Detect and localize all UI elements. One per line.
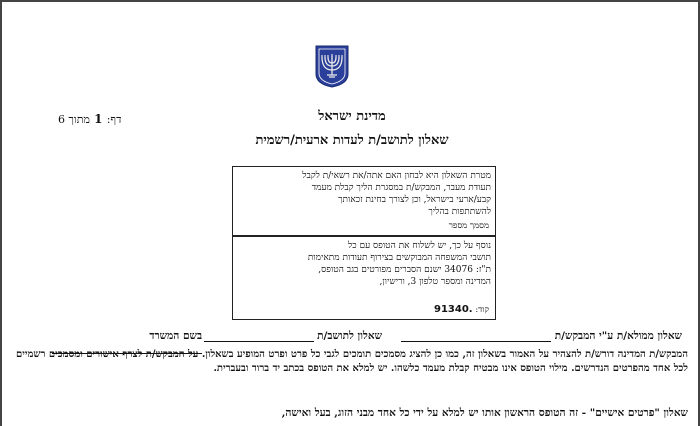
state-emblem-icon	[314, 44, 350, 88]
header-title: מדינת ישראל	[318, 109, 386, 124]
code-label: קוד:	[475, 305, 489, 315]
witness-signature-label: שאלון לתושב/ת	[317, 330, 382, 342]
applicant-signature-label: שאלון ממולא/ת ע"י המבקש/ת	[554, 330, 682, 342]
instructions-box	[232, 166, 496, 236]
box2-line: ת"ז: 34076 ישנם הסברים מפורטים בגב הטופס,	[318, 265, 491, 275]
signature-row	[22, 330, 682, 346]
box1-line: קבע/ארעי בישראל, וכן לצורך בחינת זכאותך	[338, 195, 491, 205]
box1-line: להשתתפות בהליך	[428, 207, 491, 217]
code-value: .91340	[434, 304, 473, 315]
officer-signature-label: בשם המשרד	[149, 330, 202, 342]
box1-line: תעודת מעבר, המבקש/ת במסגרת הליך קבלת מעמד	[311, 183, 491, 193]
box2-line: המדינה ומספר טלפון 3, ורישיון,	[379, 277, 491, 287]
form-title: שאלון לתושב/ת לעדות ארעית/רשמית	[255, 133, 449, 148]
box2-line: תושבי המשפחה המבוקשים בצירוף תעודות מתאימות	[307, 253, 491, 263]
code-row	[434, 304, 489, 316]
instructions-paragraph: המבקש/ת המדינה דורש/ת להצהיר על האמור בשאלון זה, כמו כן להציג מסמכים תומכים לגבי כל פרט ופרט המופיע בשאלון. על המבקש/ת לצרף אישורים ומסמכים רשמיים לכל אחד מהפרטים הנדרשים. מילוי הטופס אינו מבטיח קבלת מעמד כלשהו. יש למלא את הטופס בכתב יד ברור ובעברית.	[16, 349, 688, 374]
box1-line: מטרת השאלון היא לבחון האם אתה/את רשאי/ת לקבל	[302, 171, 491, 181]
applicant-signature	[401, 330, 682, 342]
page-label: דף:	[106, 113, 122, 126]
witness-signature	[204, 330, 383, 342]
page-of: מתוך 6	[58, 113, 90, 126]
page-number-value: 1	[94, 112, 103, 126]
box2-line: נוסף על כך, יש לשלוח את הטופס עם כל	[348, 241, 491, 251]
applicant-signature-line[interactable]	[401, 330, 551, 342]
box1-footer: מסמך מספר	[448, 221, 489, 231]
notes-box	[232, 236, 496, 320]
instructions-paragraph-2: שאלון "פרטים אישיים" - זה הטופס הראשון אותו יש למלא על ידי כל אחד מבני הזוג, בעל ואישה,	[281, 407, 688, 419]
witness-signature-line[interactable]	[204, 330, 314, 342]
